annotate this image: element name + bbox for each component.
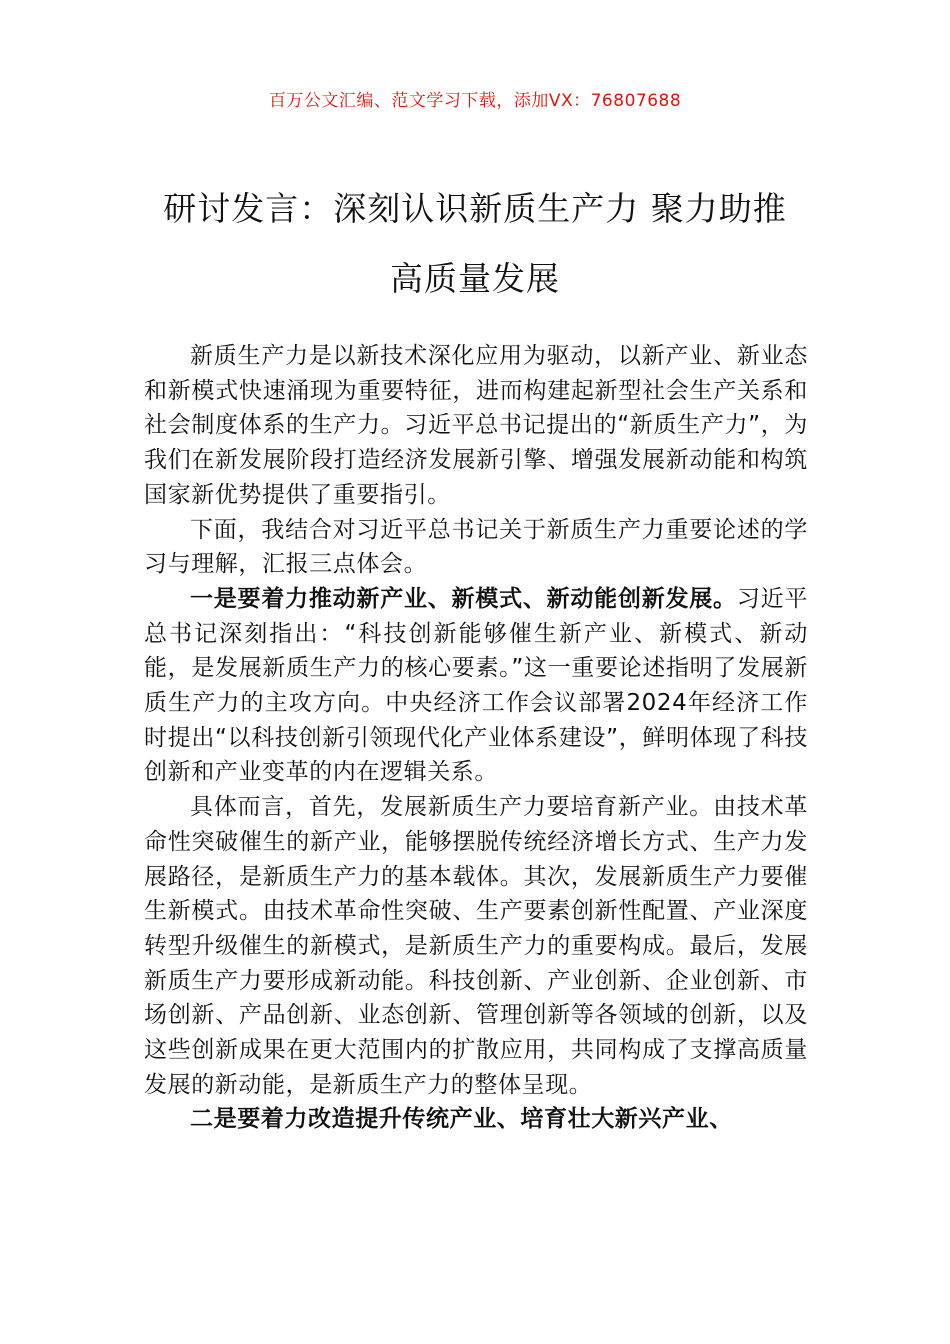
header-note: 百万公文汇编、范文学习下载，添加VX：76807688 xyxy=(268,91,682,111)
paragraph-5 xyxy=(144,1102,808,1137)
title-line-1: 研讨发言：深刻认识新质生产力 聚力助推 xyxy=(163,189,787,228)
document-body xyxy=(144,339,808,1137)
page-title xyxy=(130,174,820,314)
section-heading-2: 二是要着力改造提升传统产业、培育壮大新兴产业、 xyxy=(190,1106,733,1133)
title-line-2: 高质量发展 xyxy=(390,259,560,298)
paragraph-3 xyxy=(144,582,808,790)
paragraph-3-body: 习近平总书记深刻指出：“科技创新能够催生新产业、新模式、新动能，是发展新质生产力的核心要素。”这一重要论述指明了发展新质生产力的主攻方向。中央经济工作会议部署2024年经济工作时提出“以科技创新引领现代化产业体系建设”，鲜明体现了科技创新和产业变革的内在逻辑关系。 xyxy=(144,585,808,786)
paragraph-4: 具体而言，首先，发展新质生产力要培育新产业。由技术革命性突破催生的新产业，能够摆脱传统经济增长方式、生产力发展路径，是新质生产力的基本载体。其次，发展新质生产力要催生新模式。由技术革命性突破、生产要素创新性配置、产业深度转型升级催生的新模式，是新质生产力的重要构成。最后，发展新质生产力要形成新动能。科技创新、产业创新、企业创新、市场创新、产品创新、业态创新、管理创新等各领域的创新，以及这些创新成果在更大范围内的扩散应用，共同构成了支撑高质量发展的新动能，是新质生产力的整体呈现。 xyxy=(144,794,808,1098)
paragraph-2: 下面，我结合对习近平总书记关于新质生产力重要论述的学习与理解，汇报三点体会。 xyxy=(144,516,808,578)
section-heading-1: 一是要着力推动新产业、新模式、新动能创新发展。 xyxy=(190,585,737,612)
paragraph-1: 新质生产力是以新技术深化应用为驱动，以新产业、新业态和新模式快速涌现为重要特征，进而构建起新型社会生产关系和社会制度体系的生产力。习近平总书记提出的“新质生产力”，为我们在新发展阶段打造经济发展新引擎、增强发展新动能和构筑国家新优势提供了重要指引。 xyxy=(144,343,808,508)
